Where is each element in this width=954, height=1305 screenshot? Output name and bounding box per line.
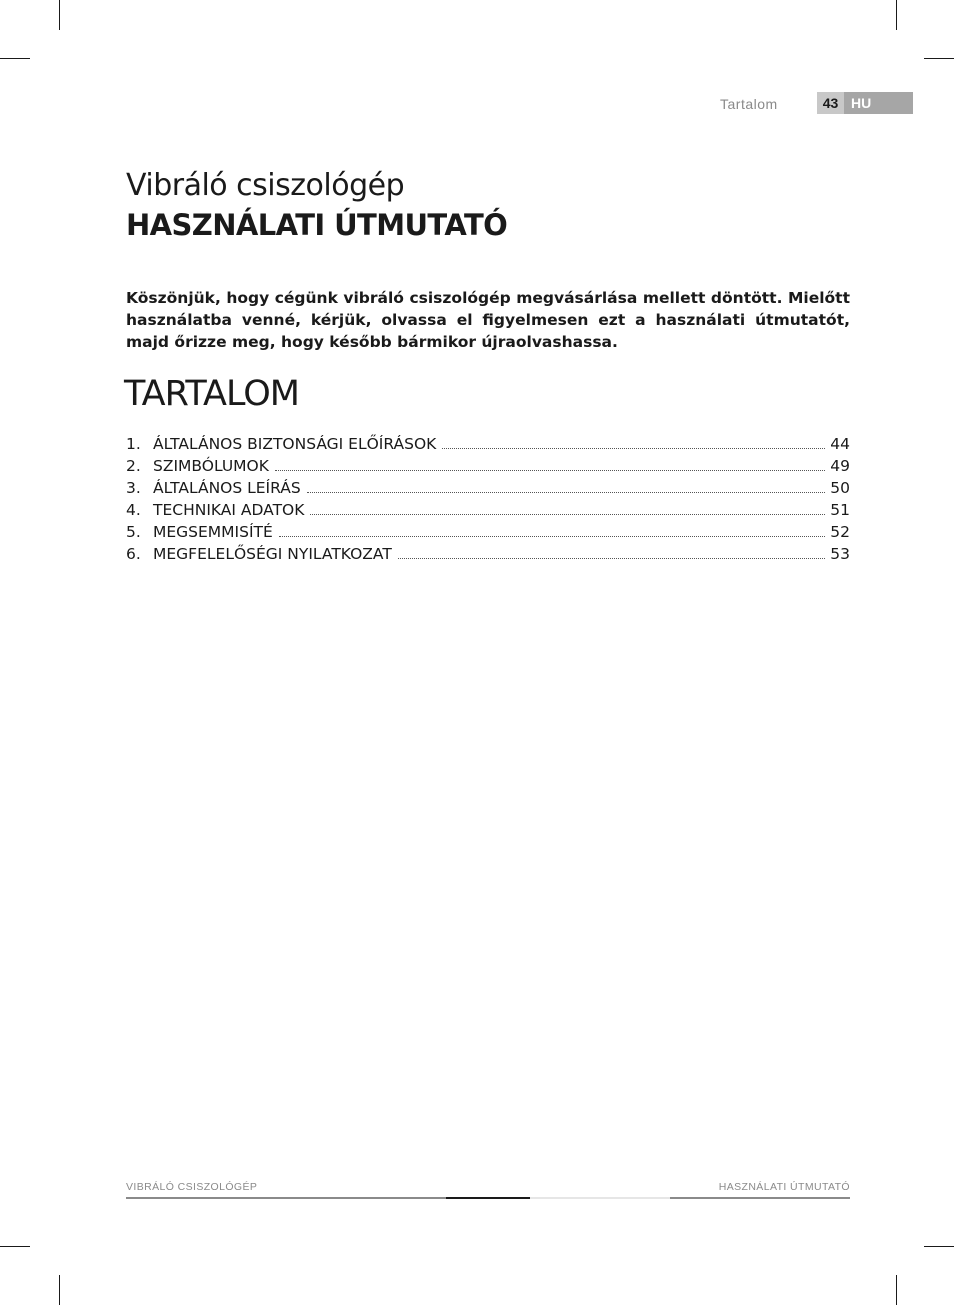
- document-title: Vibráló csiszológép: [126, 168, 405, 203]
- toc-leader-dots: [279, 535, 825, 537]
- toc-item-number: 5.: [126, 523, 141, 541]
- toc-item-label: MEGFELELŐSÉGI NYILATKOZAT: [153, 545, 392, 563]
- toc-leader-dots: [275, 469, 825, 471]
- toc-item-label: TECHNIKAI ADATOK: [153, 501, 305, 519]
- crop-mark: [0, 1246, 30, 1247]
- toc-heading: TARTALOM: [124, 374, 299, 414]
- toc-item-page: 51: [830, 501, 850, 519]
- toc-item-label: ÁLTALÁNOS BIZTONSÁGI ELŐÍRÁSOK: [153, 435, 437, 453]
- toc-item-number: 4.: [126, 501, 141, 519]
- toc-item-page: 53: [830, 545, 850, 563]
- crop-mark: [924, 58, 954, 59]
- footer-rule-segment: [446, 1197, 530, 1199]
- toc-item[interactable]: [126, 479, 850, 501]
- toc-item-number: 2.: [126, 457, 141, 475]
- toc-leader-dots: [307, 491, 826, 493]
- footer-rule-segment: [126, 1197, 446, 1199]
- toc-item-label: SZIMBÓLUMOK: [153, 457, 269, 475]
- page-tab: [817, 92, 913, 114]
- toc-item-number: 6.: [126, 545, 141, 563]
- toc-item[interactable]: [126, 435, 850, 457]
- crop-mark: [896, 1275, 897, 1305]
- toc-item[interactable]: [126, 523, 850, 545]
- toc-item[interactable]: [126, 545, 850, 567]
- page-number: 43: [817, 92, 844, 114]
- footer-document-type: HASZNÁLATI ÚTMUTATÓ: [718, 1181, 850, 1193]
- language-code: HU: [851, 95, 872, 111]
- crop-mark: [0, 58, 30, 59]
- crop-mark: [924, 1246, 954, 1247]
- toc-item-page: 52: [830, 523, 850, 541]
- footer-product-name: VIBRÁLÓ CSISZOLÓGÉP: [126, 1181, 258, 1193]
- header-section-title: Tartalom: [720, 96, 778, 112]
- toc-item-number: 1.: [126, 435, 141, 453]
- toc-item-page: 50: [830, 479, 850, 497]
- toc-list: [126, 435, 850, 567]
- toc-leader-dots: [310, 513, 825, 515]
- crop-mark: [59, 1275, 60, 1305]
- footer-rule: [126, 1197, 850, 1199]
- intro-paragraph: Köszönjük, hogy cégünk vibráló csiszológép megvásárlása mellett döntött. Mielőtt használatba venné, kérjük, olvassa el figyelmesen ezt a használati útmutatót, majd őrizze meg, hogy később bármikor újraolvashassa.: [126, 289, 850, 351]
- crop-mark: [896, 0, 897, 30]
- crop-mark: [59, 0, 60, 30]
- toc-item-page: 44: [830, 435, 850, 453]
- document-subtitle: HASZNÁLATI ÚTMUTATÓ: [126, 208, 508, 242]
- toc-item-page: 49: [830, 457, 850, 475]
- footer-rule-segment: [670, 1197, 850, 1199]
- toc-item-label: MEGSEMMISÍTÉ: [153, 523, 273, 541]
- toc-item-label: ÁLTALÁNOS LEÍRÁS: [153, 479, 301, 497]
- toc-item-number: 3.: [126, 479, 141, 497]
- footer-rule-segment: [530, 1197, 670, 1199]
- toc-leader-dots: [398, 557, 825, 559]
- toc-leader-dots: [442, 447, 825, 449]
- toc-item[interactable]: [126, 501, 850, 523]
- toc-item[interactable]: [126, 457, 850, 479]
